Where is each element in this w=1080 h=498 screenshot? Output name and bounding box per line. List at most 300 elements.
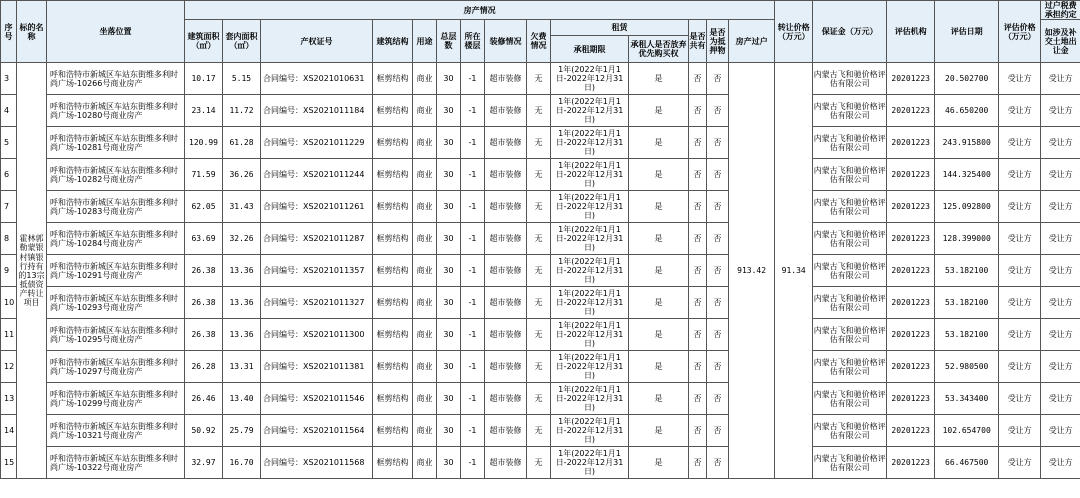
total-floors-cell: 30 (437, 287, 461, 319)
certificate-cell: 合同编号：XS2021011381 (261, 351, 373, 383)
land-fee-cell: 受让方 (1041, 319, 1080, 351)
tenant-waive-cell: 是 (629, 415, 689, 447)
appraiser-cell: 内蒙古飞和驰价格评估有限公司 (813, 447, 887, 479)
lease-period-cell: 1年(2022年1月1日-2022年12月31日) (551, 383, 629, 415)
land-fee-cell: 受让方 (1041, 159, 1080, 191)
floor-cell: -1 (461, 191, 485, 223)
floor-cell: -1 (461, 319, 485, 351)
inner-area-cell: 13.36 (223, 287, 261, 319)
co-owned-cell: 否 (689, 319, 707, 351)
total-floors-cell: 30 (437, 255, 461, 287)
floor-cell: -1 (461, 415, 485, 447)
structure-cell: 框剪结构 (373, 127, 413, 159)
table-body (1, 63, 1080, 479)
total-floors-cell: 30 (437, 447, 461, 479)
row-index: 5 (1, 127, 17, 159)
appraisal-date-cell: 20201223 (887, 127, 935, 159)
certificate-cell: 合同编号：XS2021011546 (261, 383, 373, 415)
header-location: 坐落位置 (47, 1, 185, 63)
transfer-fee-cell: 受让方 (999, 447, 1041, 479)
location-cell: 呼和浩特市新城区车站东街维多利时尚广场-10322号商业房产 (47, 447, 185, 479)
header-transfer-fee: 房产过户 (729, 20, 775, 63)
table-row (1, 287, 1080, 319)
tenant-waive-cell: 是 (629, 159, 689, 191)
appraisal-date-cell: 20201223 (887, 415, 935, 447)
appraiser-cell: 内蒙古飞和驰价格评估有限公司 (813, 255, 887, 287)
co-owned-cell: 否 (689, 191, 707, 223)
row-index: 15 (1, 447, 17, 479)
floor-cell: -1 (461, 95, 485, 127)
building-area-cell: 32.97 (185, 447, 223, 479)
header-transfer-price: 转让价格（万元） (775, 1, 813, 63)
lease-period-cell: 1年(2022年1月1日-2022年12月31日) (551, 287, 629, 319)
inner-area-cell: 36.26 (223, 159, 261, 191)
tenant-waive-cell: 是 (629, 63, 689, 95)
table-row (1, 95, 1080, 127)
certificate-cell: 合同编号：XS2021010631 (261, 63, 373, 95)
arrears-cell: 无 (527, 447, 551, 479)
appraisal-price-cell: 52.980500 (935, 351, 999, 383)
co-owned-cell: 否 (689, 223, 707, 255)
structure-cell: 框剪结构 (373, 415, 413, 447)
transfer-fee-cell: 受让方 (999, 95, 1041, 127)
lease-period-cell: 1年(2022年1月1日-2022年12月31日) (551, 351, 629, 383)
total-floors-cell: 30 (437, 415, 461, 447)
structure-cell: 框剪结构 (373, 159, 413, 191)
total-floors-cell: 30 (437, 351, 461, 383)
arrears-cell: 无 (527, 63, 551, 95)
location-cell: 呼和浩特市新城区车站东街维多利时尚广场-10293号商业房产 (47, 287, 185, 319)
structure-cell: 框剪结构 (373, 191, 413, 223)
inner-area-cell: 13.36 (223, 319, 261, 351)
decoration-cell: 超市装修 (485, 63, 527, 95)
appraisal-date-cell: 20201223 (887, 95, 935, 127)
floor-cell: -1 (461, 127, 485, 159)
location-cell: 呼和浩特市新城区车站东街维多利时尚广场-10295号商业房产 (47, 319, 185, 351)
appraisal-date-cell: 20201223 (887, 63, 935, 95)
floor-cell: -1 (461, 447, 485, 479)
table-row (1, 319, 1080, 351)
transfer-fee-cell: 受让方 (999, 287, 1041, 319)
tenant-waive-cell: 是 (629, 127, 689, 159)
tenant-waive-cell: 是 (629, 383, 689, 415)
transfer-fee-cell: 受让方 (999, 63, 1041, 95)
co-owned-cell: 否 (689, 383, 707, 415)
appraiser-cell: 内蒙古飞和驰价格评估有限公司 (813, 159, 887, 191)
total-floors-cell: 30 (437, 127, 461, 159)
table-row (1, 447, 1080, 479)
land-fee-cell: 受让方 (1041, 255, 1080, 287)
appraisal-price-cell: 46.650200 (935, 95, 999, 127)
arrears-cell: 无 (527, 351, 551, 383)
appraisal-date-cell: 20201223 (887, 447, 935, 479)
appraiser-cell: 内蒙古飞和驰价格评估有限公司 (813, 351, 887, 383)
appraiser-cell: 内蒙古飞和驰价格评估有限公司 (813, 223, 887, 255)
decoration-cell: 超市装修 (485, 447, 527, 479)
tenant-waive-cell: 是 (629, 255, 689, 287)
inner-area-cell: 61.28 (223, 127, 261, 159)
appraisal-date-cell: 20201223 (887, 255, 935, 287)
floor-cell: -1 (461, 255, 485, 287)
appraisal-price-cell: 243.915800 (935, 127, 999, 159)
usage-cell: 商业 (413, 127, 437, 159)
usage-cell: 商业 (413, 223, 437, 255)
land-fee-cell: 受让方 (1041, 223, 1080, 255)
header-decoration: 装修情况 (485, 20, 527, 63)
structure-cell: 框剪结构 (373, 255, 413, 287)
certificate-cell: 合同编号：XS2021011244 (261, 159, 373, 191)
co-owned-cell: 否 (689, 63, 707, 95)
lease-period-cell: 1年(2022年1月1日-2022年12月31日) (551, 319, 629, 351)
land-fee-cell: 受让方 (1041, 63, 1080, 95)
arrears-cell: 无 (527, 287, 551, 319)
land-fee-cell: 受让方 (1041, 287, 1080, 319)
row-index: 14 (1, 415, 17, 447)
mortgaged-cell: 否 (707, 159, 729, 191)
mortgaged-cell: 否 (707, 351, 729, 383)
certificate-cell: 合同编号：XS2021011357 (261, 255, 373, 287)
arrears-cell: 无 (527, 415, 551, 447)
location-cell: 呼和浩特市新城区车站东街维多利时尚广场-10297号商业房产 (47, 351, 185, 383)
mortgaged-cell: 否 (707, 255, 729, 287)
table-row (1, 255, 1080, 287)
table-row (1, 127, 1080, 159)
building-area-cell: 10.17 (185, 63, 223, 95)
decoration-cell: 超市装修 (485, 127, 527, 159)
co-owned-cell: 否 (689, 287, 707, 319)
row-index: 7 (1, 191, 17, 223)
appraisal-date-cell: 20201223 (887, 191, 935, 223)
land-fee-cell: 受让方 (1041, 191, 1080, 223)
co-owned-cell: 否 (689, 447, 707, 479)
mortgaged-cell: 否 (707, 447, 729, 479)
certificate-cell: 合同编号：XS2021011184 (261, 95, 373, 127)
header-certificate: 产权证号 (261, 20, 373, 63)
row-index: 3 (1, 63, 17, 95)
floor-cell: -1 (461, 287, 485, 319)
co-owned-cell: 否 (689, 159, 707, 191)
transfer-fee-cell: 受让方 (999, 127, 1041, 159)
location-cell: 呼和浩特市新城区车站东街维多利时尚广场-10284号商业房产 (47, 223, 185, 255)
usage-cell: 商业 (413, 63, 437, 95)
transfer-fee-cell: 受让方 (999, 383, 1041, 415)
floor-cell: -1 (461, 351, 485, 383)
appraisal-date-cell: 20201223 (887, 383, 935, 415)
certificate-cell: 合同编号：XS2021011229 (261, 127, 373, 159)
header-appraiser: 评估机构 (887, 1, 935, 63)
appraisal-date-cell: 20201223 (887, 223, 935, 255)
lease-period-cell: 1年(2022年1月1日-2022年12月31日) (551, 63, 629, 95)
transfer-fee-cell: 受让方 (999, 255, 1041, 287)
building-area-cell: 62.05 (185, 191, 223, 223)
arrears-cell: 无 (527, 191, 551, 223)
lease-period-cell: 1年(2022年1月1日-2022年12月31日) (551, 95, 629, 127)
structure-cell: 框剪结构 (373, 287, 413, 319)
row-index: 8 (1, 223, 17, 255)
location-cell: 呼和浩特市新城区车站东街维多利时尚广场-10321号商业房产 (47, 415, 185, 447)
building-area-cell: 23.14 (185, 95, 223, 127)
row-index: 12 (1, 351, 17, 383)
transfer-fee-cell: 受让方 (999, 319, 1041, 351)
appraiser-cell: 内蒙古飞和驰价格评估有限公司 (813, 127, 887, 159)
arrears-cell: 无 (527, 95, 551, 127)
building-area-cell: 26.28 (185, 351, 223, 383)
total-floors-cell: 30 (437, 63, 461, 95)
decoration-cell: 超市装修 (485, 255, 527, 287)
appraisal-date-cell: 20201223 (887, 159, 935, 191)
tenant-waive-cell: 是 (629, 319, 689, 351)
transfer-fee-cell: 受让方 (999, 223, 1041, 255)
header-lease-period: 承租期限 (551, 36, 629, 63)
decoration-cell: 超市装修 (485, 191, 527, 223)
appraisal-price-cell: 128.399000 (935, 223, 999, 255)
tenant-waive-cell: 是 (629, 287, 689, 319)
decoration-cell: 超市装修 (485, 415, 527, 447)
building-area-cell: 120.99 (185, 127, 223, 159)
inner-area-cell: 31.43 (223, 191, 261, 223)
row-index: 4 (1, 95, 17, 127)
table-header (1, 1, 1080, 63)
building-area-cell: 26.38 (185, 319, 223, 351)
decoration-cell: 超市装修 (485, 95, 527, 127)
total-floors-cell: 30 (437, 319, 461, 351)
header-total-floors: 总层数 (437, 20, 461, 63)
mortgaged-cell: 否 (707, 287, 729, 319)
appraiser-cell: 内蒙古飞和驰价格评估有限公司 (813, 319, 887, 351)
mortgaged-cell: 否 (707, 127, 729, 159)
building-area-cell: 26.46 (185, 383, 223, 415)
appraisal-price-cell: 144.325400 (935, 159, 999, 191)
total-floors-cell: 30 (437, 223, 461, 255)
decoration-cell: 超市装修 (485, 319, 527, 351)
land-fee-cell: 受让方 (1041, 383, 1080, 415)
structure-cell: 框剪结构 (373, 447, 413, 479)
arrears-cell: 无 (527, 255, 551, 287)
inner-area-cell: 32.26 (223, 223, 261, 255)
row-index: 10 (1, 287, 17, 319)
inner-area-cell: 13.40 (223, 383, 261, 415)
location-cell: 呼和浩特市新城区车站东街维多利时尚广场-10281号商业房产 (47, 127, 185, 159)
tenant-waive-cell: 是 (629, 191, 689, 223)
floor-cell: -1 (461, 223, 485, 255)
mortgaged-cell: 否 (707, 383, 729, 415)
location-cell: 呼和浩特市新城区车站东街维多利时尚广场-10266号商业房产 (47, 63, 185, 95)
header-usage: 用途 (413, 20, 437, 63)
land-fee-cell: 受让方 (1041, 447, 1080, 479)
structure-cell: 框剪结构 (373, 319, 413, 351)
appraisal-date-cell: 20201223 (887, 351, 935, 383)
inner-area-cell: 13.36 (223, 255, 261, 287)
target-name-cell: 霍林郭勒蒙银村镇银行持有的13宗抵债资产转让项目 (17, 63, 47, 479)
header-arrears: 欠费情况 (527, 20, 551, 63)
floor-cell: -1 (461, 63, 485, 95)
building-area-cell: 26.38 (185, 255, 223, 287)
building-area-cell: 63.69 (185, 223, 223, 255)
lease-period-cell: 1年(2022年1月1日-2022年12月31日) (551, 415, 629, 447)
floor-cell: -1 (461, 383, 485, 415)
transfer-fee-cell: 受让方 (999, 191, 1041, 223)
decoration-cell: 超市装修 (485, 159, 527, 191)
structure-cell: 框剪结构 (373, 95, 413, 127)
mortgaged-cell: 否 (707, 415, 729, 447)
tenant-waive-cell: 是 (629, 447, 689, 479)
header-building-area: 建筑面积（㎡） (185, 20, 223, 63)
appraisal-price-cell: 53.182100 (935, 319, 999, 351)
decoration-cell: 超市装修 (485, 351, 527, 383)
usage-cell: 商业 (413, 287, 437, 319)
inner-area-cell: 11.72 (223, 95, 261, 127)
arrears-cell: 无 (527, 319, 551, 351)
mortgaged-cell: 否 (707, 223, 729, 255)
location-cell: 呼和浩特市新城区车站东街维多利时尚广场-10283号商业房产 (47, 191, 185, 223)
row-index: 6 (1, 159, 17, 191)
header-co-owned: 是否共有 (689, 20, 707, 63)
transfer-price-cell: 913.42 (729, 63, 775, 479)
table-row (1, 415, 1080, 447)
tenant-waive-cell: 是 (629, 223, 689, 255)
land-fee-cell: 受让方 (1041, 127, 1080, 159)
header-appraisal-date: 评估日期 (935, 1, 999, 63)
location-cell: 呼和浩特市新城区车站东街维多利时尚广场-10280号商业房产 (47, 95, 185, 127)
table-row (1, 383, 1080, 415)
mortgaged-cell: 否 (707, 319, 729, 351)
certificate-cell: 合同编号：XS2021011564 (261, 415, 373, 447)
tenant-waive-cell: 是 (629, 351, 689, 383)
lease-period-cell: 1年(2022年1月1日-2022年12月31日) (551, 223, 629, 255)
table-row (1, 351, 1080, 383)
co-owned-cell: 否 (689, 351, 707, 383)
co-owned-cell: 否 (689, 127, 707, 159)
usage-cell: 商业 (413, 255, 437, 287)
usage-cell: 商业 (413, 95, 437, 127)
mortgaged-cell: 否 (707, 191, 729, 223)
header-floor: 所在楼层 (461, 20, 485, 63)
appraiser-cell: 内蒙古飞和驰价格评估有限公司 (813, 191, 887, 223)
appraisal-price-cell: 66.467500 (935, 447, 999, 479)
appraisal-price-cell: 125.092800 (935, 191, 999, 223)
arrears-cell: 无 (527, 223, 551, 255)
lease-period-cell: 1年(2022年1月1日-2022年12月31日) (551, 191, 629, 223)
table-row (1, 191, 1080, 223)
transfer-fee-cell: 受让方 (999, 159, 1041, 191)
row-index: 11 (1, 319, 17, 351)
total-floors-cell: 30 (437, 159, 461, 191)
total-floors-cell: 30 (437, 383, 461, 415)
co-owned-cell: 否 (689, 255, 707, 287)
usage-cell: 商业 (413, 447, 437, 479)
certificate-cell: 合同编号：XS2021011261 (261, 191, 373, 223)
inner-area-cell: 16.70 (223, 447, 261, 479)
transfer-fee-cell: 受让方 (999, 351, 1041, 383)
appraisal-price-cell: 53.182100 (935, 255, 999, 287)
lease-period-cell: 1年(2022年1月1日-2022年12月31日) (551, 255, 629, 287)
usage-cell: 商业 (413, 159, 437, 191)
appraisal-date-cell: 20201223 (887, 287, 935, 319)
structure-cell: 框剪结构 (373, 63, 413, 95)
header-structure: 建筑结构 (373, 20, 413, 63)
building-area-cell: 71.59 (185, 159, 223, 191)
deposit-cell: 91.34 (775, 63, 813, 479)
appraiser-cell: 内蒙古飞和驰价格评估有限公司 (813, 383, 887, 415)
appraisal-price-cell: 53.182100 (935, 287, 999, 319)
land-fee-cell: 受让方 (1041, 415, 1080, 447)
appraiser-cell: 内蒙古飞和驰价格评估有限公司 (813, 95, 887, 127)
mortgaged-cell: 否 (707, 95, 729, 127)
header-deposit: 保证金（万元） (813, 1, 887, 63)
tenant-waive-cell: 是 (629, 95, 689, 127)
certificate-cell: 合同编号：XS2021011300 (261, 319, 373, 351)
decoration-cell: 超市装修 (485, 223, 527, 255)
appraiser-cell: 内蒙古飞和驰价格评估有限公司 (813, 415, 887, 447)
structure-cell: 框剪结构 (373, 223, 413, 255)
decoration-cell: 超市装修 (485, 383, 527, 415)
appraiser-cell: 内蒙古飞和驰价格评估有限公司 (813, 287, 887, 319)
header-land-fee: 如涉及补交土地出让金 (1041, 20, 1080, 63)
inner-area-cell: 5.15 (223, 63, 261, 95)
building-area-cell: 26.38 (185, 287, 223, 319)
usage-cell: 商业 (413, 319, 437, 351)
header-inner-area: 套内面积（㎡） (223, 20, 261, 63)
row-index: 9 (1, 255, 17, 287)
appraiser-cell: 内蒙古飞和驰价格评估有限公司 (813, 63, 887, 95)
location-cell: 呼和浩特市新城区车站东街维多利时尚广场-10291号商业房产 (47, 255, 185, 287)
building-area-cell: 50.92 (185, 415, 223, 447)
location-cell: 呼和浩特市新城区车站东街维多利时尚广场-10299号商业房产 (47, 383, 185, 415)
co-owned-cell: 否 (689, 415, 707, 447)
mortgaged-cell: 否 (707, 63, 729, 95)
floor-cell: -1 (461, 159, 485, 191)
header-target-name: 标的名称 (17, 1, 47, 63)
appraisal-date-cell: 20201223 (887, 319, 935, 351)
header-appraisal-price: 评估价格（万元） (999, 1, 1041, 63)
header-mortgaged: 是否为抵押物 (707, 20, 729, 63)
table-row (1, 63, 1080, 95)
arrears-cell: 无 (527, 159, 551, 191)
header-fee-group: 过户税费承担约定 (1041, 1, 1080, 20)
co-owned-cell: 否 (689, 95, 707, 127)
lease-period-cell: 1年(2022年1月1日-2022年12月31日) (551, 447, 629, 479)
total-floors-cell: 30 (437, 95, 461, 127)
land-fee-cell: 受让方 (1041, 95, 1080, 127)
location-cell: 呼和浩特市新城区车站东街维多利时尚广场-10282号商业房产 (47, 159, 185, 191)
usage-cell: 商业 (413, 351, 437, 383)
decoration-cell: 超市装修 (485, 287, 527, 319)
lease-period-cell: 1年(2022年1月1日-2022年12月31日) (551, 127, 629, 159)
arrears-cell: 无 (527, 127, 551, 159)
lease-period-cell: 1年(2022年1月1日-2022年12月31日) (551, 159, 629, 191)
header-lease-group: 租赁 (551, 20, 689, 36)
usage-cell: 商业 (413, 415, 437, 447)
header-property-group: 房产情况 (185, 1, 775, 20)
header-tenant-waive: 承租人是否放弃优先购买权 (629, 36, 689, 63)
table-row (1, 159, 1080, 191)
table-row (1, 223, 1080, 255)
certificate-cell: 合同编号：XS2021011568 (261, 447, 373, 479)
transfer-fee-cell: 受让方 (999, 415, 1041, 447)
usage-cell: 商业 (413, 383, 437, 415)
appraisal-price-cell: 53.343400 (935, 383, 999, 415)
appraisal-price-cell: 102.654700 (935, 415, 999, 447)
usage-cell: 商业 (413, 191, 437, 223)
arrears-cell: 无 (527, 383, 551, 415)
header-index: 序号 (1, 1, 17, 63)
land-fee-cell: 受让方 (1041, 351, 1080, 383)
structure-cell: 框剪结构 (373, 351, 413, 383)
appraisal-price-cell: 20.502700 (935, 63, 999, 95)
certificate-cell: 合同编号：XS2021011327 (261, 287, 373, 319)
total-floors-cell: 30 (437, 191, 461, 223)
inner-area-cell: 25.79 (223, 415, 261, 447)
